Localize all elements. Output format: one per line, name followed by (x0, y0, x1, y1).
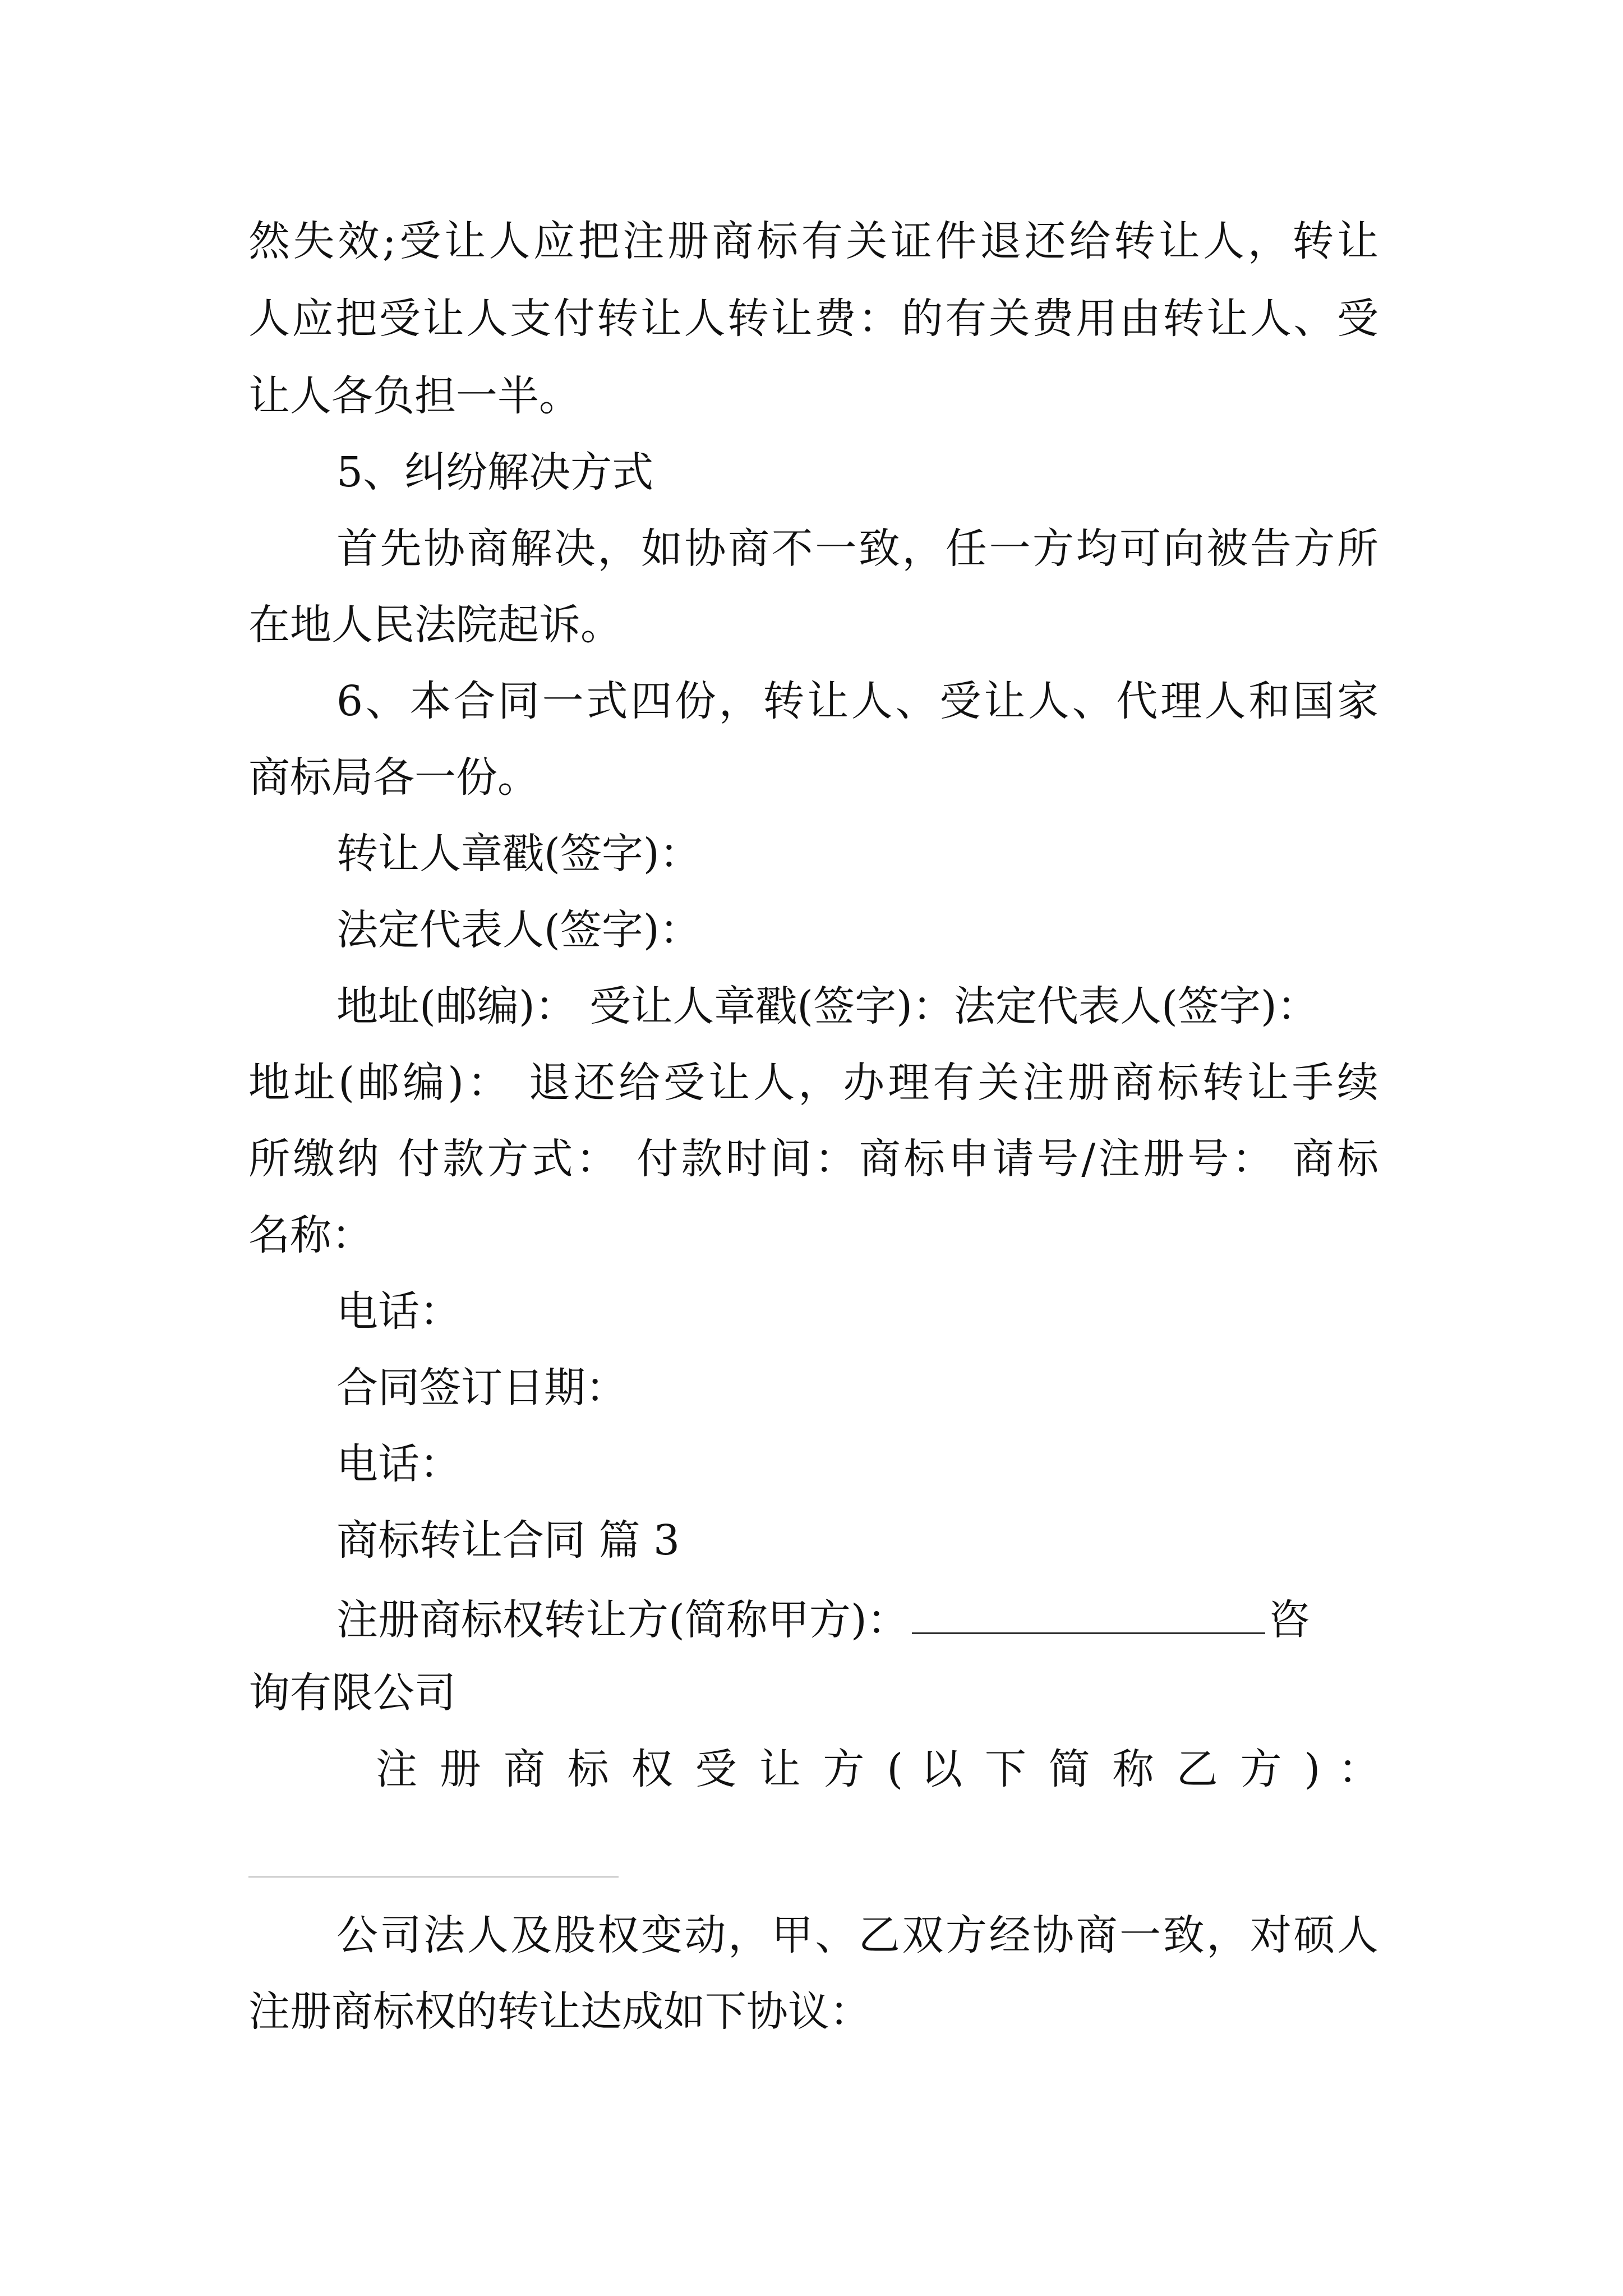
phone-field: 电话： (336, 1440, 461, 1488)
party-a-label: 注册商标权转让方(简称甲方)： (336, 1596, 909, 1644)
section-heading: 5、纠纷解决方式 (336, 448, 654, 496)
party-a-line (336, 1589, 1310, 1648)
paragraph-line: 注册商标权的转让达成如下协议： (248, 1987, 871, 2036)
page-divider (248, 1876, 619, 1878)
paragraph-line: 商标局各一份。 (248, 753, 539, 802)
signing-date-field: 合同签订日期： (336, 1364, 627, 1412)
section-title: 商标转让合同 篇 3 (336, 1516, 680, 1565)
paragraph-line: 名称： (248, 1211, 373, 1259)
paragraph-line: 询有限公司 (248, 1669, 456, 1717)
paragraph-line: 人应把受让人支付转让人转让费：的有关费用由转让人、受 (248, 295, 1378, 343)
party-a-suffix: 咨 (1268, 1596, 1310, 1644)
paragraph-line: 地址(邮编)： 受让人章戳(签字)：法定代表人(签字)： (336, 982, 1318, 1030)
phone-field: 电话： (336, 1287, 461, 1336)
paragraph-line: 公司法人及股权变动，甲、乙双方经协商一致，对硕人 (336, 1911, 1378, 1959)
fill-in-blank (912, 1589, 1265, 1634)
paragraph-line: 然失效;受让人应把注册商标有关证件退还给转让人，转让 (248, 217, 1378, 265)
party-b-line: 注 册 商 标 权 受 让 方 ( 以 下 简 称 乙 方 ) ： (376, 1745, 1380, 1793)
paragraph-line: 6、本合同一式四份，转让人、受让人、代理人和国家 (336, 677, 1378, 725)
signature-field: 法定代表人(签字)： (336, 906, 701, 954)
paragraph-line: 地址(邮编)： 退还给受让人，办理有关注册商标转让手续 (248, 1059, 1378, 1107)
paragraph-line: 让人各负担一半。 (248, 372, 580, 420)
signature-field: 转让人章戳(签字)： (336, 830, 701, 878)
paragraph-line: 首先协商解决，如协商不一致，任一方均可向被告方所 (336, 524, 1378, 573)
paragraph-line: 所缴纳 付款方式： 付款时间：商标申请号/注册号： 商标 (248, 1135, 1378, 1183)
paragraph-line: 在地人民法院起诉。 (248, 601, 622, 649)
